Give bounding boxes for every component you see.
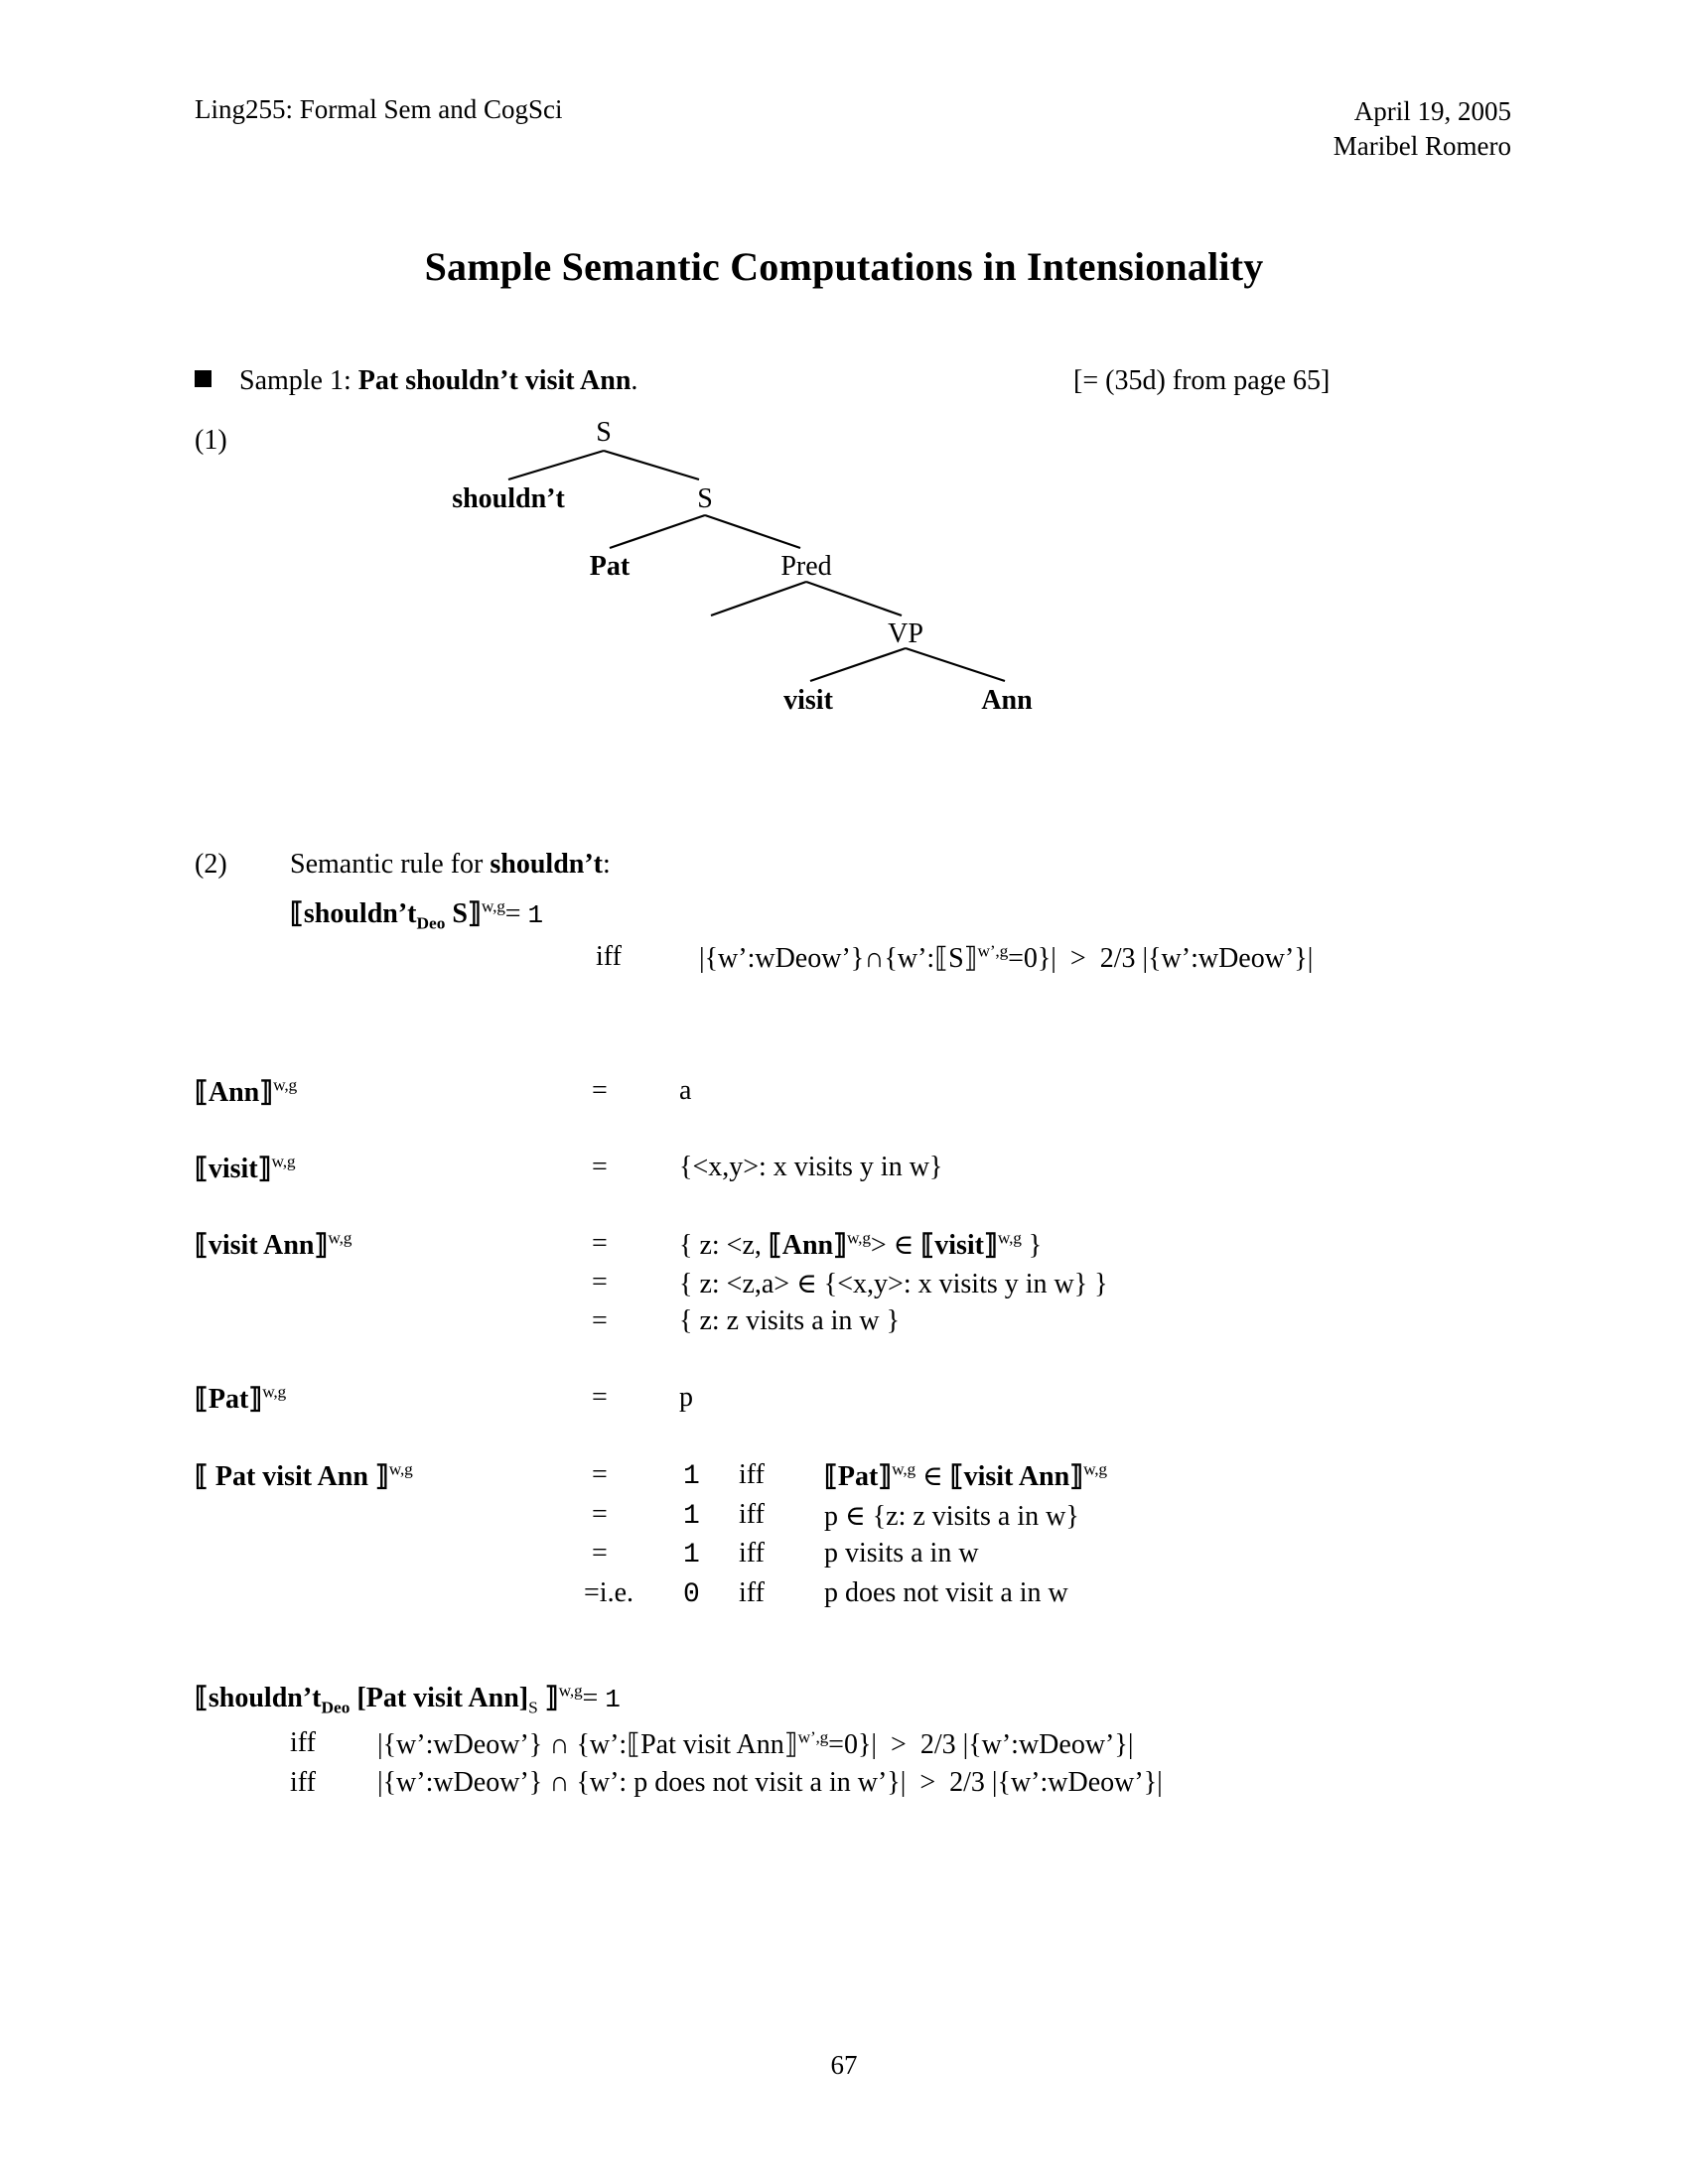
denotation-word: Ann <box>208 1077 260 1108</box>
tree-node-vp: VP <box>888 618 923 649</box>
example-1-number: (1) <box>195 425 227 456</box>
final-lhs-subscript-s: S <box>528 1698 538 1717</box>
pat-visit-ann-condition-3: p visits a in w <box>824 1538 979 1569</box>
denotation-superscript: w,g <box>273 1075 297 1095</box>
denotation-visit-lhs <box>195 1152 295 1185</box>
bracket-open: ⟦ <box>195 1230 209 1261</box>
header-author: Maribel Romero <box>1333 130 1511 161</box>
pat-visit-ann-number-1: 1 <box>683 1461 700 1492</box>
rule-lhs-word: shouldn’t <box>303 898 417 929</box>
pat-visit-ann-equals-1: = <box>592 1459 608 1490</box>
page-title: Sample Semantic Computations in Intensionality <box>424 244 1264 289</box>
header-date-author <box>1334 94 1511 163</box>
pat-visit-ann-number-3: 1 <box>683 1540 700 1570</box>
sample-heading <box>195 365 1515 397</box>
final-condition-1-left: |{w’:wDeow’} ∩ {w’:⟦Pat visit Ann⟧ <box>377 1729 798 1760</box>
final-condition-2-left: |{w’:wDeow’} ∩ {w’: p does not visit a in w’}| <box>377 1767 907 1798</box>
final-condition-1-right: 2/3 |{w’:wDeow’}| <box>919 1729 1134 1760</box>
final-iff-1: iff <box>290 1727 316 1758</box>
tree-node-visit: visit <box>783 685 833 716</box>
pat-visit-ann-iff-1: iff <box>739 1459 765 1490</box>
final-lhs-clause: [Pat visit Ann] <box>350 1683 529 1713</box>
pat-visit-ann-equals-4: =i.e. <box>584 1577 633 1608</box>
final-condition-1-mid: =0}| <box>828 1729 878 1760</box>
pat-visit-ann-superscript: w,g <box>388 1459 413 1479</box>
example-2-intro-colon: : <box>603 849 611 880</box>
bracket-close: ⟧ <box>468 898 482 929</box>
syntax-tree <box>0 407 1192 794</box>
bracket-open: ⟦ <box>195 1384 209 1415</box>
denotation-ann-value: a <box>679 1075 692 1106</box>
tree-node-s-top: S <box>596 417 612 448</box>
condition-mid: =0}| <box>1008 943 1056 974</box>
final-block-lhs <box>195 1681 621 1718</box>
denotation-pat-value: p <box>679 1382 693 1413</box>
final-lhs-superscript: w,g <box>558 1681 583 1701</box>
denotation-visit-value: {<x,y>: x visits y in w} <box>679 1152 943 1182</box>
final-condition-2-right: 2/3 |{w’:wDeow’}| <box>949 1767 1163 1798</box>
example-2-intro-plain: Semantic rule for <box>290 849 491 880</box>
bracket-open: ⟦ <box>195 1461 209 1492</box>
pat-visit-ann-lhs <box>195 1459 413 1493</box>
example-2-iff: iff <box>596 941 622 972</box>
rule-lhs-s: S <box>445 898 468 929</box>
header-course: Ling255: Formal Sem and CogSci <box>195 94 563 124</box>
bracket-open: ⟦ <box>195 1154 209 1184</box>
condition-gt: > <box>1069 943 1086 974</box>
rule-lhs-superscript: w,g <box>481 896 505 916</box>
pat-visit-ann-iff-2: iff <box>739 1499 765 1530</box>
tree-node-pred: Pred <box>780 551 832 582</box>
denotation-pat-equals: = <box>592 1382 608 1413</box>
final-condition-2 <box>377 1767 1163 1799</box>
final-condition-1-gt: > <box>891 1729 907 1760</box>
sample-reference: [= (35d) from page 65] <box>1073 365 1331 396</box>
rule-value: 1 <box>527 900 544 930</box>
sample-sentence: Pat shouldn’t visit Ann <box>357 365 632 396</box>
example-2-rule-lhs <box>290 896 543 934</box>
pat-visit-ann-iff-3: iff <box>739 1538 765 1569</box>
example-2-intro <box>290 849 611 881</box>
bracket-close: ⟧ <box>537 1683 559 1713</box>
sample-label: Sample 1: <box>239 365 358 396</box>
denotation-visit-ann-equals-3: = <box>592 1305 608 1336</box>
tree-branches <box>0 407 1192 794</box>
final-lhs-shouldnt: shouldn’t <box>208 1683 322 1713</box>
denotation-superscript: w,g <box>328 1228 352 1248</box>
denotation-visit-ann-value-2: { z: <z,a> ∈ {<x,y>: x visits y in w} } <box>679 1269 1108 1299</box>
final-value: 1 <box>605 1685 621 1714</box>
page-number: 67 <box>830 2050 858 2080</box>
final-condition-1-superscript: w’,g <box>797 1727 829 1747</box>
denotation-visit-ann-lhs <box>195 1228 352 1262</box>
denotation-visit-ann-value-1: { z: <z, ⟦Ann⟧$^{w,g}$> ∈ ⟦visit⟧$^{w,g}$ } <box>679 1228 1043 1261</box>
denotation-superscript: w,g <box>262 1382 287 1402</box>
final-condition-1 <box>377 1727 1133 1761</box>
pat-visit-ann-iff-4: iff <box>739 1577 765 1608</box>
tree-node-s-mid: S <box>697 483 713 514</box>
denotation-visit-ann-equals-1: = <box>592 1228 608 1259</box>
bracket-open: ⟦ <box>195 1683 209 1713</box>
final-condition-2-gt: > <box>919 1767 936 1798</box>
bullet-square-icon <box>195 370 211 387</box>
condition-right: 2/3 |{w’:wDeow’}| <box>1099 943 1314 974</box>
denotation-word: visit Ann <box>208 1230 315 1261</box>
denotation-superscript: w,g <box>271 1152 296 1171</box>
bracket-close: ⟧ <box>374 1461 389 1492</box>
example-2-intro-bold: shouldn’t <box>490 849 603 880</box>
denotation-ann-equals: = <box>592 1075 608 1106</box>
denotation-visit-equals: = <box>592 1152 608 1182</box>
bracket-open: ⟦ <box>290 898 304 929</box>
pat-visit-ann-condition-1: ⟦Pat⟧$^{w,g}$ ∈ ⟦visit Ann⟧$^{w,g}$ <box>824 1459 1107 1492</box>
tree-node-pat: Pat <box>589 551 631 582</box>
rule-equals: = <box>504 898 521 929</box>
pat-visit-ann-words: Pat visit Ann <box>208 1461 375 1492</box>
denotation-ann-lhs <box>195 1075 297 1109</box>
pat-visit-ann-condition-4: p does not visit a in w <box>824 1577 1068 1608</box>
header-date: April 19, 2005 <box>1353 96 1511 126</box>
bracket-close: ⟧ <box>257 1154 272 1184</box>
condition-left: |{w’:wDeow’}∩{w’:⟦S⟧ <box>699 943 978 974</box>
final-lhs-subscript-deo: Deo <box>321 1698 351 1717</box>
pat-visit-ann-number-2: 1 <box>683 1501 700 1532</box>
tree-node-shouldnt: shouldn’t <box>452 483 565 514</box>
pat-visit-ann-equals-2: = <box>592 1499 608 1530</box>
example-2-condition <box>699 941 1313 975</box>
bracket-close: ⟧ <box>259 1077 274 1108</box>
final-equals: = <box>582 1683 599 1713</box>
denotation-visit-ann-value-3: { z: z visits a in w } <box>679 1305 901 1336</box>
pat-visit-ann-number-4: 0 <box>683 1579 700 1610</box>
bracket-close: ⟧ <box>314 1230 329 1261</box>
pat-visit-ann-condition-2: p ∈ {z: z visits a in w} <box>824 1501 1079 1532</box>
sample-period: . <box>631 365 638 396</box>
denotation-word: visit <box>208 1154 258 1184</box>
denotation-pat-lhs <box>195 1382 286 1416</box>
condition-superscript: w’,g <box>977 941 1009 961</box>
denotation-word: Pat <box>208 1384 249 1415</box>
pat-visit-ann-equals-3: = <box>592 1538 608 1569</box>
denotation-visit-ann-equals-2: = <box>592 1267 608 1297</box>
final-iff-2: iff <box>290 1767 316 1798</box>
rule-lhs-subscript: Deo <box>416 913 446 933</box>
bracket-close: ⟧ <box>248 1384 263 1415</box>
bracket-open: ⟦ <box>195 1077 209 1108</box>
tree-node-ann: Ann <box>981 685 1033 716</box>
example-2-number: (2) <box>195 849 227 880</box>
